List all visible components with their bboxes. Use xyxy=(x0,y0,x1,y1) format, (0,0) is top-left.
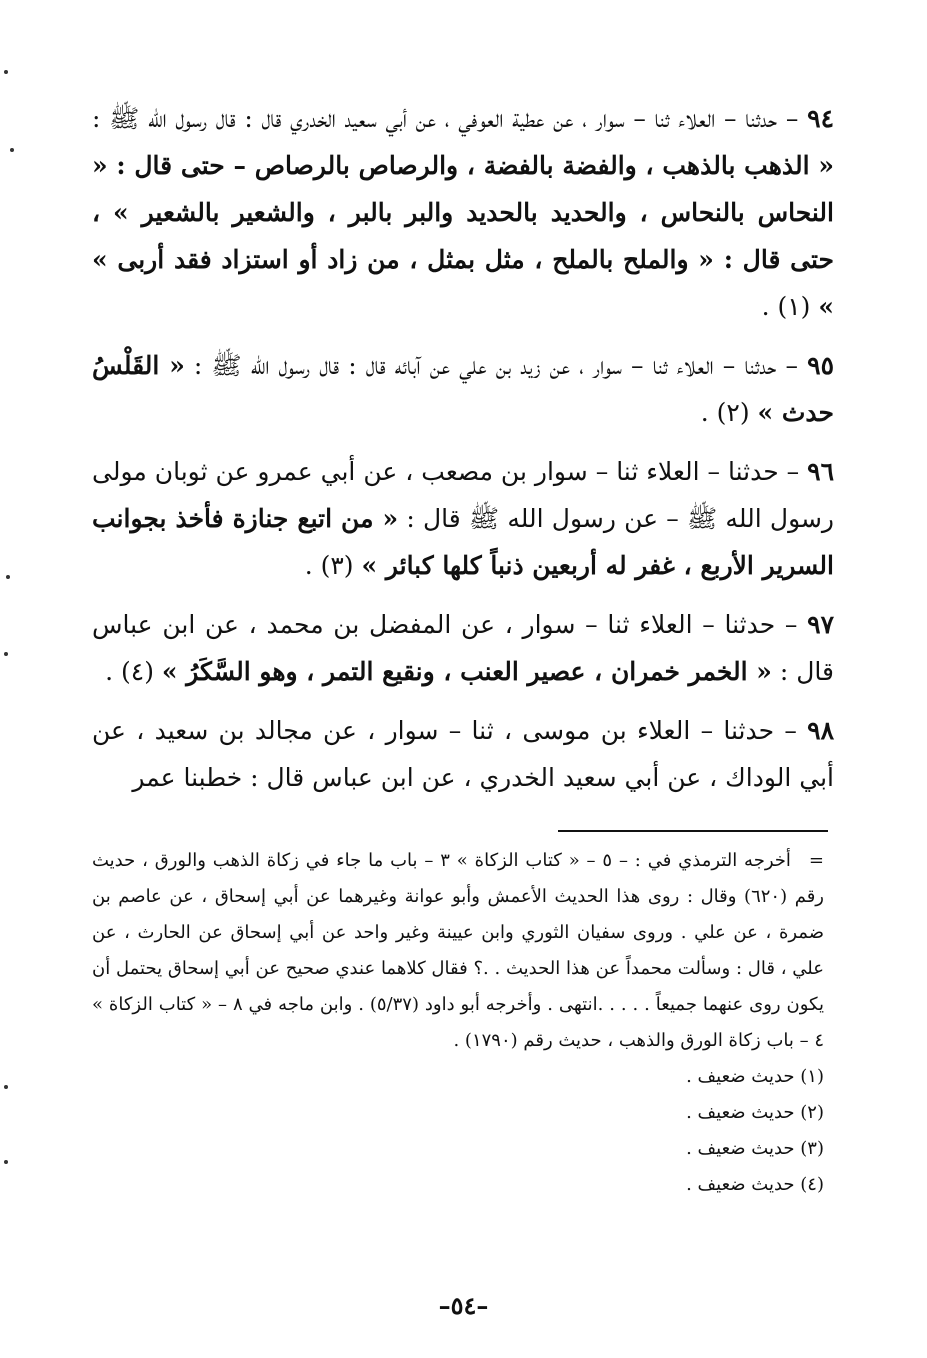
hadith-number: ٩٧ xyxy=(807,610,834,639)
hadith-matn: « القَلْسُ حدث » xyxy=(92,351,834,427)
hadith-number: ٩٨ xyxy=(807,716,834,745)
hadith-97 xyxy=(92,601,834,695)
hadith-text: – حدثنا – العلاء ثنا – سوار ، عن عطية العوفي ، عن أبي سعيد الخدري قال : قال رسول الله ﷺ : xyxy=(92,104,808,133)
hadith-note-ref: (١) . xyxy=(761,292,819,321)
scan-speck xyxy=(10,148,14,152)
footnote-item: (٤) حديث ضعيف . xyxy=(686,1174,824,1195)
scan-speck xyxy=(4,652,8,656)
hadith-matn: « من اتبع جنازة فأخذ بجوانب السرير الأربع ، غفر له أربعين ذنباً كلها كبائر » xyxy=(92,504,834,580)
hadith-95 xyxy=(92,342,834,436)
hadith-text: – حدثنا – العلاء ثنا – سوار ، عن زيد بن علي عن آبائه قال : قال رسول الله ﷺ : xyxy=(184,351,808,380)
continuation-mark: = xyxy=(808,850,824,871)
hadith-number: ٩٤ xyxy=(807,104,834,133)
footnote-separator xyxy=(558,830,828,832)
hadith-98 xyxy=(92,707,834,801)
hadith-text: – حدثنا – العلاء ثنا – سوار بن مصعب ، عن أبي عمرو عن ثوبان مولى رسول الله ﷺ – عن رسول الله ﷺ قال : xyxy=(92,457,834,533)
footnote-continuation xyxy=(92,843,824,1059)
hadith-text: – حدثنا – العلاء بن موسى ، ثنا – سوار ، عن مجالد بن سعيد ، عن أبي الوداك ، عن أبي سعيد الخدري ، عن ابن عباس قال : خطبنا عمر xyxy=(92,716,834,792)
scan-speck xyxy=(4,1085,8,1089)
hadith-note-ref: (٣) . xyxy=(304,551,362,580)
hadith-number: ٩٦ xyxy=(807,457,834,486)
scan-speck xyxy=(4,70,8,74)
footnote-item: (٣) حديث ضعيف . xyxy=(686,1138,824,1159)
footnotes xyxy=(92,843,824,1203)
hadith-matn: « الخمر خمران ، عصير العنب ، ونقيع التمر ، وهو السَّكَرُ » xyxy=(161,657,772,686)
hadith-96 xyxy=(92,448,834,589)
scan-speck xyxy=(4,1160,8,1164)
main-text xyxy=(92,95,834,813)
page-number: –٥٤– xyxy=(438,1291,489,1320)
hadith-note-ref: (٢) . xyxy=(700,398,758,427)
footnote-continuation-text: أخرجه الترمذي في : – ٥ – « كتاب الزكاة » ٣ – باب ما جاء في زكاة الذهب والورق ، حديث رقم (٦٢٠) وقال : روى هذا الحديث الأعمش وأبو عوانة وغيرهما عن أبي إسحاق ، عن عاصم بن ضمرة ، عن علي . وروى سفيان الثوري وابن عيينة وغير واحد عن أبي إسحاق عن الحارث ، عن علي ، قال : وسألت محمداً عن هذا الحديث . .؟ فقال كلاهما عندي صحيح عن أبي إسحاق يحتمل أن يكون روى عنهما جميعاً . . . . .انتهى . وأخرجه أبو داود (٥/٣٧) . وابن ماجه في ٨ – « كتاب الزكاة » ٤ – باب زكاة الورق والذهب ، حديث رقم (١٧٩٠) . xyxy=(92,850,824,1051)
footnote-item: (٢) حديث ضعيف . xyxy=(686,1102,824,1123)
hadith-94 xyxy=(92,95,834,330)
footnote-item: (١) حديث ضعيف . xyxy=(686,1066,824,1087)
hadith-note-ref: (٤) . xyxy=(105,657,162,686)
scan-speck xyxy=(6,575,10,579)
hadith-text: – حدثنا – العلاء ثنا – سوار ، عن المفضل بن محمد ، عن ابن عباس قال : xyxy=(92,610,834,686)
hadith-number: ٩٥ xyxy=(807,351,834,380)
footnote-list xyxy=(92,1059,824,1203)
hadith-matn: « الذهب بالذهب ، والفضة بالفضة ، والرصاص بالرصاص – حتى قال : « النحاس بالنحاس ، والحديد بالحديد والبر بالبر ، والشعير بالشعير » ، حتى قال : « والملح بالملح ، مثل بمثل ، من زاد أو استزاد فقد أربى » » xyxy=(92,151,834,321)
